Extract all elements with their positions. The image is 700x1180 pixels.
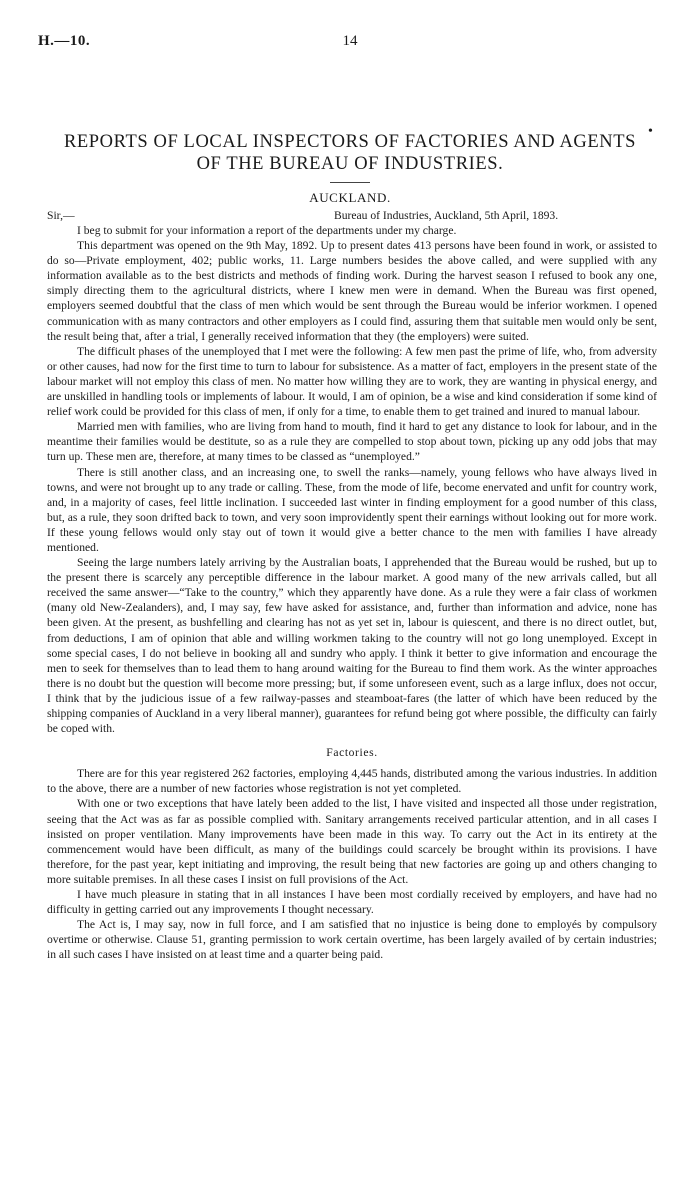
paragraph-department: This department was opened on the 9th May, 1892. Up to present dates 413 persons have been found in work, or assisted to do so—Private employment, 402; public works, 11. Large numbers besides the above called, and were supplied with any information available as to the best districts and methods of finding work. During the harvest season I refused to book any one, simply directing them to the agricultural districts, where I knew men were in demand. When the Bureau was first opened, employers seemed doubtful that the class of men which would be sent through the Bureau would be inferior workmen. I opened communication with as many contractors and other employers as I could find, assuring them that suitable men would only be sent, the result being that, after a trial, I generally received information that they (the employers) were suited.	[47, 239, 657, 343]
paragraph-factories-inspected: With one or two exceptions that have lately been added to the list, I have visited and inspected all those under registration, seeing that the Act was as far as possible complied with. Sanitary arrangements received particular attention, and in all cases I insisted on proper ventilation. Many improvements have been made in this way. To carry out the Act in its entirety at the commencement would have been difficult, as many of the buildings could scarcely be brought within its provisions. I have therefore, for the past year, kept initiating and improving, the result being that new factories are going up and others changing to more suitable premises. In all these cases I insist on full provisions of the Act.	[47, 797, 657, 886]
decorative-dot: •	[648, 124, 653, 139]
report-body	[47, 208, 657, 963]
page-number: 14	[342, 33, 358, 49]
document-reference: H.—10.	[38, 33, 91, 49]
title-divider	[330, 182, 370, 183]
section-heading: AUCKLAND.	[309, 190, 391, 205]
salutation: Sir,—	[47, 209, 75, 222]
paragraph-factories-registered: There are for this year registered 262 factories, employing 4,445 hands, distributed among the various industries. In addition to the above, there are a number of new factories whose registration is not yet completed.	[47, 767, 657, 796]
paragraph-married-men: Married men with families, who are living from hand to mouth, find it hard to get any distance to look for labour, and in the meantime their families would be destitute, so as a rule they are compelled to stop about town, picking up any odd jobs that may turn up. These men are, therefore, at many times to be classed as “unemployed.”	[47, 420, 657, 464]
paragraph-difficult-phases: The difficult phases of the unemployed that I met were the following: A few men past the prime of life, who, from adversity or other causes, had now for the first time to turn to labour for subsistence. As a matter of fact, employers in the present state of the labour market will not employ this class of men. No matter how willing they are to work, they are wanting in physical energy, and are unskilled in handling tools or implements of labour. It would, I am of opinion, be a wise and kind consideration if some kind of relief work could be provided for this class of men, if only for a time, to enable them to get trained and inured to manual labour.	[47, 344, 657, 419]
letter-opening	[47, 208, 657, 223]
paragraph-australian-boats: Seeing the large numbers lately arriving by the Australian boats, I apprehended that the Bureau would be rushed, but up to the present there is scarcely any perceptible difference in the labour market. A good many of the new arrivals called, but all received the same answer—“Take to the country,” which they apparently have done. As a rule they were a fair class of workmen (many old New-Zealanders), and, I may say, few have asked for assistance, and, further than information and advice, none has been given. At the present, as bushfelling and clearing has not as yet set in, labour is quiescent, and there is no direct outlet, but, from deductions, I am of opinion that able and willing workmen taking to the country will not go long unemployed. Except in some special cases, I do not believe in booking all and sundry who apply. I think it better to give information and encourage the men to seek for themselves than to lead them to hang around waiting for the Bureau to find them work. As the winter approaches there is no doubt but the question will become more pressing; but, if some unforeseen event, such as a large influx, does not occur, I think that by the judicious issue of a few railway-passes and steamboat-fares (the latter of which have been reduced by the shipping companies of Auckland in a very liberal manner), guarantees for refund being got where possible, the difficulty can fairly be coped with.	[47, 556, 657, 736]
page-header	[38, 33, 662, 55]
paragraph-intro: I beg to submit for your information a report of the departments under my charge.	[77, 224, 457, 237]
paragraph-factories-employers: I have much pleasure in stating that in all instances I have been most cordially received by employers, and have had no difficulty in getting carried out any improvements I thought necessary.	[47, 888, 657, 917]
report-title	[30, 131, 670, 175]
paragraph-young-fellows: There is still another class, and an increasing one, to swell the ranks—namely, young fellows who have always lived in towns, and were not brought up to any trade or calling. These, from the mode of life, become enervated and unfit for country work, and, in a majority of cases, feel little inclination. I succeeded last winter in finding employment for a good number of this class, but, as a rule, they soon drifted back to town, and very soon improvidently spent their earnings without looking out for more work. If these young fellows would only stay out of town it would give a better chance to the men with families I have already mentioned.	[47, 465, 657, 554]
paragraph-factories-overtime: The Act is, I may say, now in full force, and I am satisfied that no injustice is being done to employés by compulsory overtime or otherwise. Clause 51, granting permission to work certain overtime, has been largely availed of by certain industries; in all such cases I have insisted on at least time and a quarter being paid.	[47, 918, 657, 962]
factories-heading: Factories.	[326, 746, 378, 760]
title-line-1: REPORTS OF LOCAL INSPECTORS OF FACTORIES AND AGENTS	[63, 132, 637, 152]
title-line-2: OF THE BUREAU OF INDUSTRIES.	[196, 154, 504, 174]
letter-address-date: Bureau of Industries, Auckland, 5th April, 1893.	[334, 209, 559, 222]
